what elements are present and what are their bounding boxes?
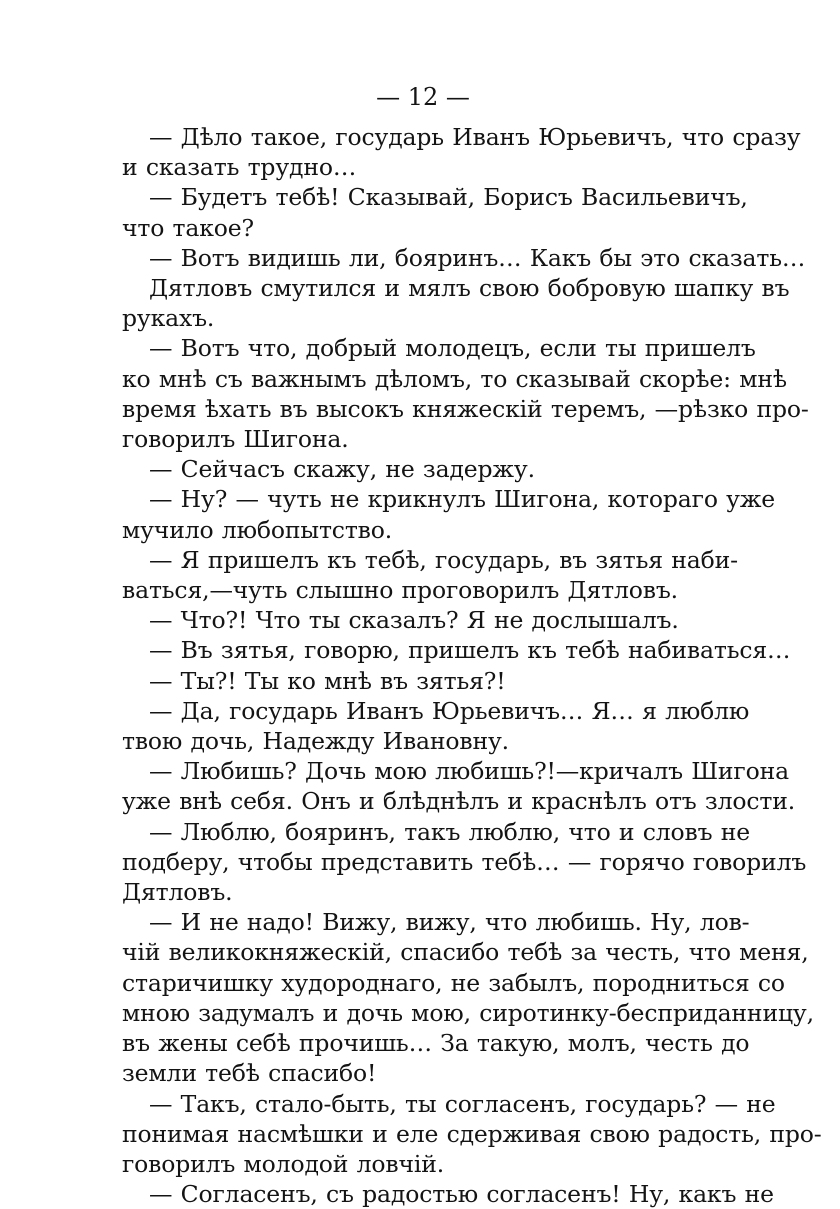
text-line: — Будетъ тебѣ! Сказывай, Борисъ Васильевичъ, bbox=[149, 183, 748, 212]
text-line: говорилъ молодой ловчій. bbox=[122, 1149, 445, 1178]
text-line: — Вотъ видишь ли, бояринъ… Какъ бы это сказать… bbox=[149, 243, 806, 272]
text-line: — Ну? — чуть не крикнулъ Шигона, котораго уже bbox=[149, 485, 776, 514]
text-line: рукахъ. bbox=[122, 304, 215, 333]
text-line: ко мнѣ съ важнымъ дѣломъ, то сказывай скорѣе: мнѣ bbox=[122, 364, 787, 393]
text-line: — Любишь? Дочь мою любишь?!—кричалъ Шигона bbox=[149, 757, 789, 786]
text-line: мучило любопытство. bbox=[122, 515, 393, 544]
text-line: что такое? bbox=[122, 213, 255, 242]
page-number: — 12 — bbox=[376, 83, 470, 111]
text-line: Дятловъ смутился и мялъ свою бобровую шапку въ bbox=[149, 274, 790, 303]
text-line: — И не надо! Вижу, вижу, что любишь. Ну, лов- bbox=[149, 908, 750, 937]
text-line: — Сейчасъ скажу, не задержу. bbox=[149, 455, 535, 484]
book-page bbox=[122, 80, 822, 1209]
text-line: подберу, чтобы представить тебѣ… — горячо говорилъ bbox=[122, 847, 807, 876]
text-line: — Да, государь Иванъ Юрьевичъ… Я… я люблю bbox=[149, 696, 750, 725]
text-line: уже внѣ себя. Онъ и блѣднѣлъ и краснѣлъ отъ злости. bbox=[122, 787, 796, 816]
text-line: ваться,—чуть слышно проговорилъ Дятловъ. bbox=[122, 576, 678, 605]
page-text bbox=[122, 122, 822, 1209]
text-line: чій великокняжескій, спасибо тебѣ за честь, что меня, bbox=[122, 938, 809, 967]
text-line: — Согласенъ, съ радостью согласенъ! Ну, какъ не bbox=[149, 1180, 774, 1209]
text-line: твою дочь, Надежду Ивановну. bbox=[122, 727, 509, 756]
text-line: — Дѣло такое, государь Иванъ Юрьевичъ, что сразу bbox=[149, 123, 801, 151]
text-line: старичишку худороднаго, не забылъ, породниться со bbox=[122, 968, 785, 997]
text-line: — Въ зятья, говорю, пришелъ къ тебѣ набиваться… bbox=[149, 636, 791, 665]
text-line: и сказать трудно… bbox=[122, 153, 357, 182]
text-line: Дятловъ. bbox=[122, 878, 233, 907]
text-line: — Что?! Что ты сказалъ? Я не дослышалъ. bbox=[149, 606, 679, 635]
text-line: понимая насмѣшки и еле сдерживая свою радость, про- bbox=[122, 1119, 822, 1148]
text-line: — Люблю, бояринъ, такъ люблю, что и словъ не bbox=[149, 817, 751, 846]
text-line: — Такъ, стало-быть, ты согласенъ, государь? — не bbox=[149, 1089, 776, 1118]
text-line: время ѣхать въ высокъ княжескій теремъ, —рѣзко про- bbox=[122, 394, 809, 423]
text-line: земли тебѣ спасибо! bbox=[122, 1059, 377, 1088]
text-line: — Я пришелъ къ тебѣ, государь, въ зятья наби- bbox=[149, 545, 738, 574]
text-line: говорилъ Шигона. bbox=[122, 425, 349, 454]
text-line: — Вотъ что, добрый молодецъ, если ты пришелъ bbox=[149, 334, 756, 363]
text-line: въ жены себѣ прочишь… За такую, молъ, честь до bbox=[122, 1029, 750, 1058]
text-line: — Ты?! Ты ко мнѣ въ зятья?! bbox=[149, 666, 506, 695]
text-line: мною задумалъ и дочь мою, сиротинку-бесприданницу, bbox=[122, 998, 814, 1027]
